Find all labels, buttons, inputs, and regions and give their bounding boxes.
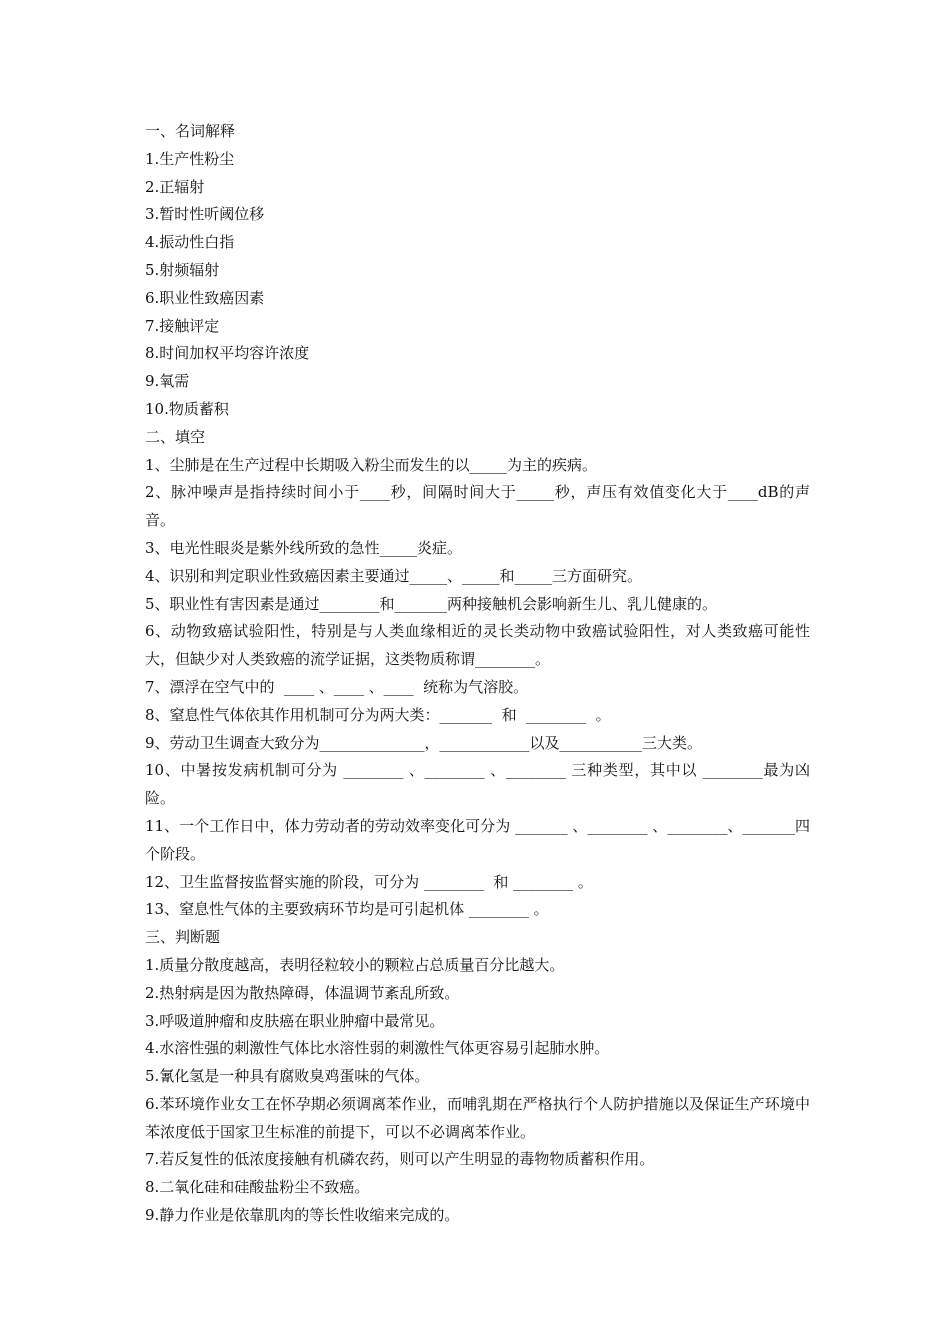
- fill-in-item: 4、识别和判定职业性致癌因素主要通过_____、_____和_____三方面研究。: [145, 566, 643, 585]
- definition-item: 9.氧需: [145, 372, 190, 391]
- fill-in-item: 11、一个工作日中，体力劳动者的劳动效率变化可分为 _______ 、________ 、________、_______四个阶段。: [145, 816, 810, 863]
- fill-in-item: 10、中暑按发病机制可分为 ________ 、________ 、________ 三种类型，其中以 ________最为凶险。: [145, 761, 810, 808]
- true-false-item: 8.二氧化硅和硅酸盐粉尘不致癌。: [145, 1178, 370, 1197]
- fill-in-item: 13、窒息性气体的主要致病环节均是可引起机体 ________ 。: [145, 900, 549, 919]
- fill-in-item: 3、电光性眼炎是紫外线所致的急性_____炎症。: [145, 538, 463, 557]
- section-title-definitions: 一、名词解释: [145, 122, 236, 140]
- fill-in-item: 2、脉冲噪声是指持续时间小于____秒，间隔时间大于_____秒，声压有效值变化大于____dB的声音。: [145, 483, 810, 530]
- definition-item: 10.物质蓄积: [145, 399, 229, 418]
- fill-in-item: 9、劳动卫生调查大致分为______________，____________以及___________三大类。: [145, 733, 703, 752]
- fill-in-item: 6、动物致癌试验阳性，特别是与人类血缘相近的灵长类动物中致癌试验阳性，对人类致癌可能性大，但缺少对人类致癌的流学证据，这类物质称谓________。: [145, 622, 810, 669]
- definition-item: 5.射频辐射: [145, 260, 220, 279]
- definition-item: 1.生产性粉尘: [145, 149, 235, 168]
- true-false-item: 7.若反复性的低浓度接触有机磷农药，则可以产生明显的毒物物质蓄积作用。: [145, 1150, 655, 1169]
- true-false-item: 1.质量分散度越高，表明径粒较小的颗粒占总质量百分比越大。: [145, 955, 565, 974]
- true-false-item: 4.水溶性强的刺激性气体比水溶性弱的刺激性气体更容易引起肺水肿。: [145, 1039, 610, 1058]
- true-false-item: 5.氰化氢是一种具有腐败臭鸡蛋味的气体。: [145, 1067, 430, 1086]
- true-false-item: 9.静力作业是依靠肌肉的等长性收缩来完成的。: [145, 1206, 460, 1225]
- section-title-fill-in: 二、填空: [145, 427, 206, 446]
- definition-item: 6.职业性致癌因素: [145, 288, 265, 307]
- definition-item: 3.暂时性听阈位移: [145, 205, 265, 224]
- fill-in-item: 8、窒息性气体依其作用机制可分为两大类：_______ 和 ________ 。: [145, 705, 611, 724]
- definition-item: 7.接触评定: [145, 316, 220, 335]
- definition-item: 2.正辐射: [145, 177, 205, 196]
- fill-in-item: 7、漂浮在空气中的 ____ 、____ 、____ 统称为气溶胶。: [145, 677, 529, 696]
- fill-in-item: 12、卫生监督按监督实施的阶段，可分为 ________ 和 ________ 。: [145, 872, 593, 891]
- definition-item: 8.时间加权平均容许浓度: [145, 344, 310, 363]
- document-page: [145, 118, 810, 1230]
- true-false-item: 2.热射病是因为散热障碍，体温调节紊乱所致。: [145, 983, 460, 1002]
- definition-item: 4.振动性白指: [145, 233, 235, 252]
- true-false-item: 6.苯环境作业女工在怀孕期必须调离苯作业，而哺乳期在严格执行个人防护措施以及保证生产环境中苯浓度低于国家卫生标准的前提下，可以不必调离苯作业。: [145, 1094, 810, 1141]
- true-false-item: 3.呼吸道肿瘤和皮肤癌在职业肿瘤中最常见。: [145, 1011, 445, 1030]
- section-title-true-false: 三、判断题: [145, 928, 221, 947]
- fill-in-item: 5、职业性有害因素是通过________和_______两种接触机会影响新生儿、乳儿健康的。: [145, 594, 718, 613]
- fill-in-item: 1、尘肺是在生产过程中长期吸入粉尘而发生的以_____为主的疾病。: [145, 455, 598, 474]
